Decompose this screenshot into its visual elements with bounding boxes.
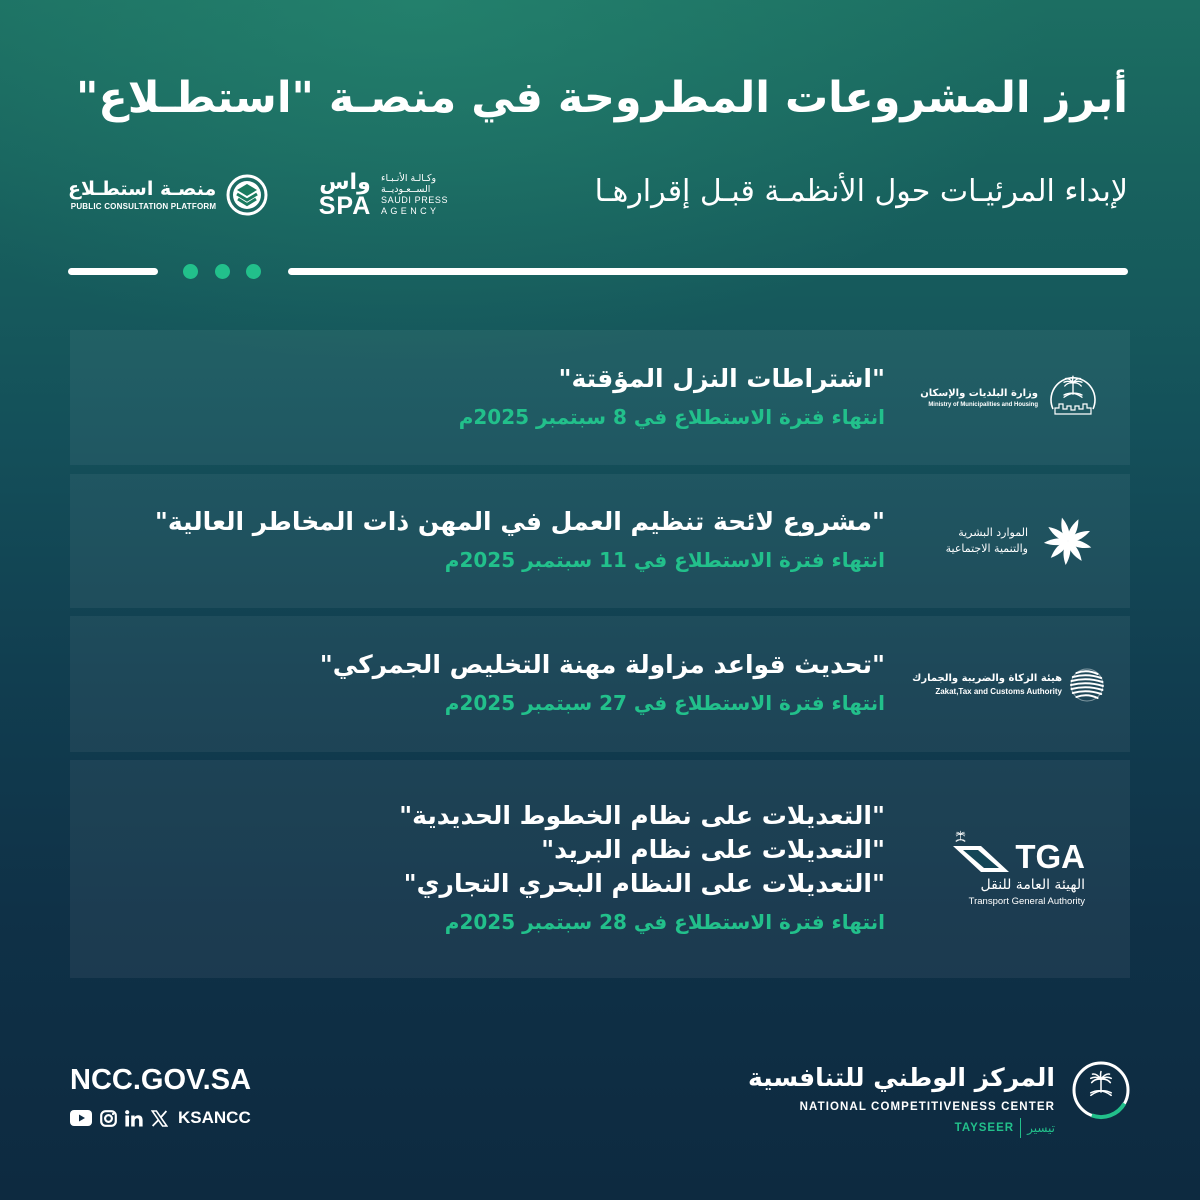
project-deadline: انتهاء فترة الاستطلاع في 28 سبتمبر 2025م <box>444 910 885 934</box>
agency-logo-hr-social-development <box>946 474 1102 608</box>
agency-logo-tga <box>951 760 1085 978</box>
project-title: "اشتراطات النزل المؤقتة" <box>558 363 885 393</box>
zatca-icon <box>1068 665 1106 703</box>
agency-text <box>946 525 1028 557</box>
spa-logo-text <box>381 173 448 217</box>
x-icon <box>151 1110 168 1127</box>
project-title: "التعديلات على النظام البحري التجاري" <box>403 869 885 898</box>
spa-name-ar-line2: الســعـوديــة <box>381 184 431 195</box>
project-text <box>90 330 885 465</box>
project-deadline: انتهاء فترة الاستطلاع في 11 سبتمبر 2025م <box>444 548 885 572</box>
divider-dot <box>215 264 230 279</box>
program-name-ar: تيسير <box>1027 1121 1055 1135</box>
tga-icon <box>951 830 1011 874</box>
project-card-4 <box>70 760 1130 978</box>
agency-name-en: Ministry of Municipalities and Housing <box>928 401 1038 408</box>
consultation-platform-icon <box>226 174 268 216</box>
project-card-1 <box>70 330 1130 465</box>
spa-name-ar-line1: وكـالـة الأنـبـاء <box>381 173 437 184</box>
tga-logo <box>951 830 1085 908</box>
website-url: NCC.GOV.SA <box>70 1064 252 1096</box>
platform-name-ar: منصـة استطـلاع <box>68 178 217 200</box>
agency-name-ar: هيئة الزكاة والضريبة والجمارك <box>912 673 1062 684</box>
linkedin-icon <box>125 1110 143 1127</box>
spa-logo-mark <box>315 172 375 218</box>
hr-social-development-icon <box>1034 514 1102 568</box>
page-subtitle: لإبداء المرئيـات حول الأنظمـة قبـل إقرارهـا <box>594 174 1128 209</box>
agency-name-ar: وزارة البلديات والإسكان <box>920 387 1038 399</box>
agency-name-en: Transport General Authority <box>968 896 1085 907</box>
project-text <box>90 616 885 752</box>
agency-text <box>920 386 1038 410</box>
spa-mark-ar: واس <box>319 170 371 195</box>
tga-logo-top <box>951 830 1085 874</box>
agency-name-ar-line1: الموارد البشرية <box>958 526 1028 539</box>
ncc-name-en: NATIONAL COMPETITIVENESS CENTER <box>799 1101 1055 1113</box>
ncc-name-ar: المركز الوطني للتنافسية <box>747 1063 1055 1092</box>
agency-name-ar: الهيئة العامة للنقل <box>980 877 1085 893</box>
project-deadline: انتهاء فترة الاستطلاع في 8 سبتمبر 2025م <box>458 404 885 429</box>
project-title: "مشروع لائحة تنظيم العمل في المهن ذات المخاطر العالية" <box>154 507 885 536</box>
consultation-platform-logo <box>68 174 268 216</box>
divider-dot <box>183 264 198 279</box>
agency-name-ar-line2: والتنمية الاجتماعية <box>945 542 1028 555</box>
agency-name-en: Zakat,Tax and Customs Authority <box>935 687 1062 696</box>
spa-name-en-line2: AGENCY <box>381 206 440 216</box>
project-text <box>90 474 885 608</box>
project-deadline: انتهاء فترة الاستطلاع في 27 سبتمبر 2025م <box>444 691 885 715</box>
tga-abbr: TGA <box>1015 838 1085 875</box>
program-name-en: TAYSEER <box>955 1118 1021 1138</box>
divider-line-left <box>68 268 158 275</box>
project-title: "التعديلات على نظام البريد" <box>541 835 885 864</box>
project-title: "تحديث قواعد مزاولة مهنة التخليص الجمركي" <box>319 650 885 679</box>
project-card-3 <box>70 616 1130 752</box>
page-title: أبرز المشروعات المطروحة في منصـة "استطـلاع" <box>75 73 1128 123</box>
instagram-icon <box>100 1110 117 1127</box>
ncc-emblem-icon <box>1070 1059 1132 1121</box>
divider-dot <box>246 264 261 279</box>
social-links <box>70 1106 251 1130</box>
project-title: "التعديلات على نظام الخطوط الحديدية" <box>399 801 885 830</box>
project-card-2 <box>70 474 1130 608</box>
platform-logo-text <box>68 177 216 213</box>
divider-line-right <box>288 268 1128 275</box>
project-text <box>90 760 885 978</box>
municipalities-emblem-icon <box>1044 369 1102 427</box>
spa-logo <box>315 172 448 218</box>
agency-text <box>912 671 1062 697</box>
social-handle: KSANCC <box>178 1108 251 1127</box>
agency-logo-municipalities <box>920 330 1102 465</box>
youtube-icon <box>70 1110 92 1126</box>
ncc-program <box>955 1118 1055 1138</box>
platform-name-en: PUBLIC CONSULTATION PLATFORM <box>70 202 217 211</box>
spa-name-en-line1: SAUDI PRESS <box>381 195 449 205</box>
ncc-logo-text <box>748 1060 1055 1138</box>
spa-mark-en: SPA <box>318 192 372 220</box>
agency-logo-zatca <box>912 616 1106 752</box>
